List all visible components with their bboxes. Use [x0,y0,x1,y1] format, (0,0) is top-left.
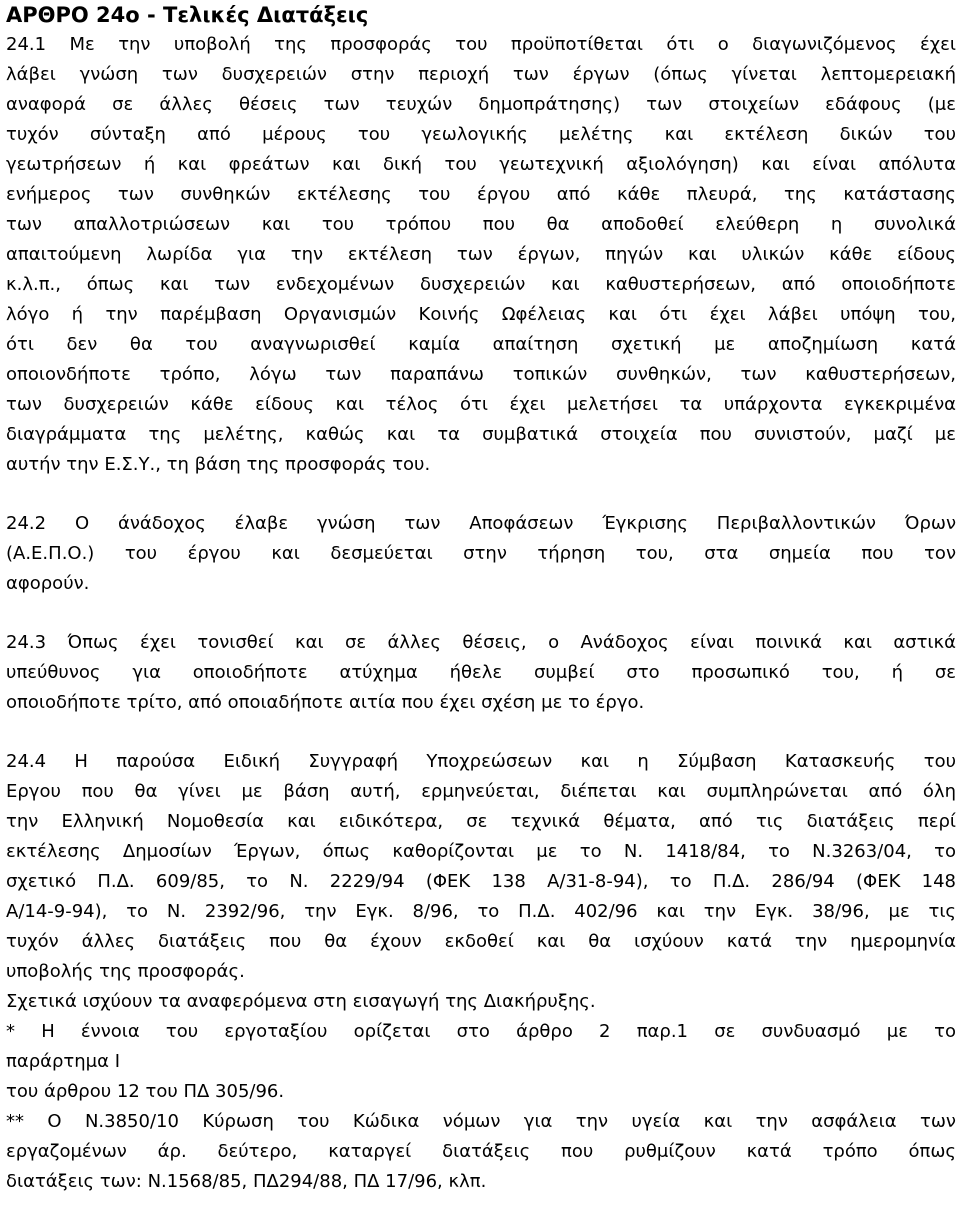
text-line: αυτήν την Ε.Σ.Υ., τη βάση της προσφοράς του. [6,454,431,475]
text-line: των δυσχερειών κάθε είδους και τέλος ότι έχει μελετήσει τα υπάρχοντα εγκεκριμένα [6,394,956,415]
paragraph [6,747,956,1197]
text-line: Α/14-9-94), το Ν. 2392/96, την Εγκ. 8/96, το Π.Δ. 402/96 και την Εγκ. 38/96, με τις [6,901,956,922]
text-line: γεωτρήσεων ή και φρεάτων και δική του γεωτεχνική αξιολόγηση) και είναι απόλυτα [6,154,956,175]
text-line: Εργου που θα γίνει με βάση αυτή, ερμηνεύεται, διέπεται και συμπληρώνεται από όλη [6,781,956,802]
text-line: αφορούν. [6,573,90,594]
text-line: 24.3 Όπως έχει τονισθεί και σε άλλες θέσεις, ο Ανάδοχος είναι ποινικά και αστικά [6,632,956,653]
text-line: Σχετικά ισχύουν τα αναφερόμενα στη εισαγωγή της Διακήρυξης. [6,991,596,1012]
text-line: την Ελληνική Νομοθεσία και ειδικότερα, σε τεχνικά θέματα, από τις διατάξεις περί [6,811,956,832]
text-line: ** Ο Ν.3850/10 Κύρωση του Κώδικα νόμων για την υγεία και την ασφάλεια των [6,1111,956,1132]
text-line: σχετικό Π.Δ. 609/85, το Ν. 2229/94 (ΦΕΚ 138 Α/31-8-94), το Π.Δ. 286/94 (ΦΕΚ 148 [6,871,956,892]
text-line: λόγο ή την παρέμβαση Οργανισμών Κοινής Ωφέλειας και ότι έχει λάβει υπόψη του, [6,304,956,325]
text-line: ότι δεν θα του αναγνωρισθεί καμία απαίτηση σχετική με αποζημίωση κατά [6,334,956,355]
article-heading: ΑΡΘΡΟ 24ο - Τελικές Διατάξεις [6,3,369,27]
text-line: διατάξεις των: Ν.1568/85, ΠΔ294/88, ΠΔ 17/96, κλπ. [6,1171,487,1192]
text-line: 24.4 Η παρούσα Ειδική Συγγραφή Υποχρεώσεων και η Σύμβαση Κατασκευής του [6,751,956,772]
paragraph [6,628,956,718]
text-line: * Η έννοια του εργοταξίου ορίζεται στο άρθρο 2 παρ.1 σε συνδυασμό με το [6,1021,956,1042]
text-line: διαγράμματα της μελέτης, καθώς και τα συμβατικά στοιχεία που συνιστούν, μαζί με [6,424,956,445]
text-line: 24.1 Με την υποβολή της προσφοράς του προϋποτίθεται ότι ο διαγωνιζόμενος έχει [6,34,956,55]
text-line: απαιτούμενη λωρίδα για την εκτέλεση των έργων, πηγών και υλικών κάθε είδους [6,244,956,265]
text-line: παράρτημα Ι [6,1051,121,1072]
text-line: οποιοδήποτε τρίτο, από οποιαδήποτε αιτία που έχει σχέση με το έργο. [6,692,645,713]
text-line: λάβει γνώση των δυσχερειών στην περιοχή των έργων (όπως γίνεται λεπτομερειακή [6,64,956,85]
text-line: αναφορά σε άλλες θέσεις των τευχών δημοπράτησης) των στοιχείων εδάφους (με [6,94,956,115]
paragraph [6,30,956,480]
text-line: υπεύθυνος για οποιοδήποτε ατύχημα ήθελε συμβεί στο προσωπικό του, ή σε [6,662,956,683]
text-line: εκτέλεσης Δημοσίων Έργων, όπως καθορίζονται με το Ν. 1418/84, το Ν.3263/04, το [6,841,956,862]
text-line: εργαζομένων άρ. δεύτερο, καταργεί διατάξεις που ρυθμίζουν κατά τρόπο όπως [6,1141,956,1162]
article-body [6,30,956,1197]
text-line: ενήμερος των συνθηκών εκτέλεσης του έργου από κάθε πλευρά, της κατάστασης [6,184,956,205]
text-line: των απαλλοτριώσεων και του τρόπου που θα αποδοθεί ελεύθερη η συνολικά [6,214,956,235]
text-line: του άρθρου 12 του ΠΔ 305/96. [6,1081,285,1102]
document-page [6,0,956,1197]
text-line: τυχόν σύνταξη από μέρους του γεωλογικής μελέτης και εκτέλεση δικών του [6,124,956,145]
paragraph [6,509,956,599]
text-line: οποιονδήποτε τρόπο, λόγω των παραπάνω τοπικών συνθηκών, των καθυστερήσεων, [6,364,956,385]
text-line: τυχόν άλλες διατάξεις που θα έχουν εκδοθεί και θα ισχύουν κατά την ημερομηνία [6,931,956,952]
text-line: υποβολής της προσφοράς. [6,961,245,982]
text-line: 24.2 Ο άνάδοχος έλαβε γνώση των Αποφάσεων Έγκρισης Περιβαλλοντικών Όρων [6,513,956,534]
text-line: κ.λ.π., όπως και των ενδεχομένων δυσχερειών και καθυστερήσεων, από οποιοδήποτε [6,274,956,295]
text-line: (Α.Ε.Π.Ο.) του έργου και δεσμεύεται στην τήρηση του, στα σημεία που τον [6,543,956,564]
